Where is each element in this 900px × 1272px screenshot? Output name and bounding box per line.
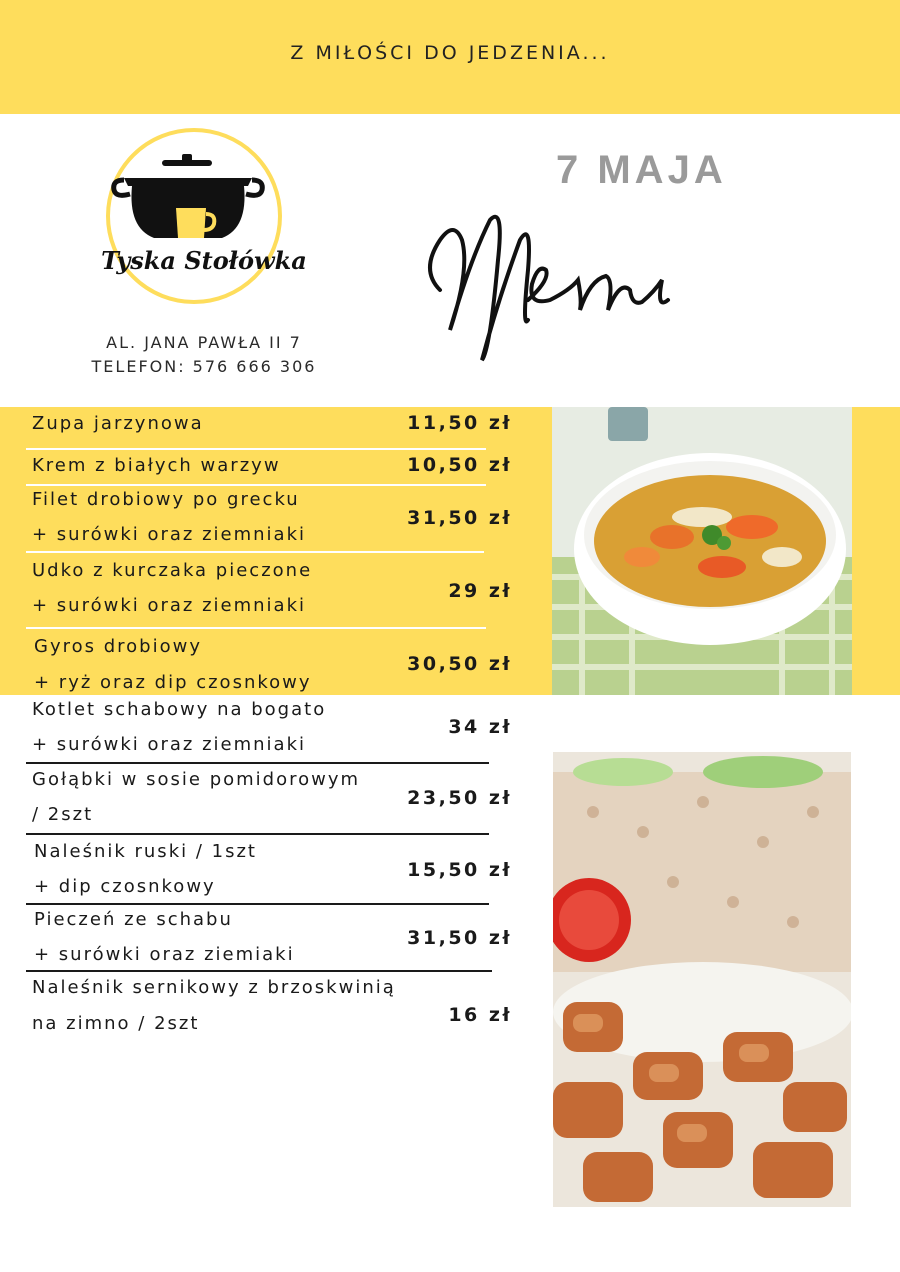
item-detail: / 2szt	[32, 804, 94, 825]
item-price: 29 zł	[448, 580, 512, 602]
item-name: Udko z kurczaka pieczone	[32, 560, 313, 581]
divider	[26, 484, 486, 486]
item-detail: + surówki oraz ziemniaki	[32, 524, 307, 545]
item-price: 10,50 zł	[407, 454, 512, 476]
logo-text: Tyska Stołówka	[101, 246, 307, 275]
item-name: Gołąbki w sosie pomidorowym	[32, 769, 361, 790]
item-price: 31,50 zł	[407, 507, 512, 529]
item-name: Filet drobiowy po grecku	[32, 489, 300, 510]
divider	[26, 551, 484, 553]
item-price: 15,50 zł	[407, 859, 512, 881]
item-name: Pieczeń ze schabu	[34, 909, 233, 930]
item-name: Kotlet schabowy na bogato	[32, 699, 327, 720]
item-detail: + surówki oraz ziemiaki	[34, 944, 295, 965]
item-price: 23,50 zł	[407, 787, 512, 809]
header-band	[0, 0, 900, 114]
address: AL. JANA PAWŁA II 7	[106, 333, 302, 352]
item-price: 30,50 zł	[407, 653, 512, 675]
phone: TELEFON: 576 666 306	[91, 357, 317, 376]
highlight-panel-right	[852, 407, 900, 695]
divider	[26, 762, 489, 764]
item-price: 31,50 zł	[407, 927, 512, 949]
menu-date: 7 MAJA	[556, 148, 727, 192]
item-name: Naleśnik ruski / 1szt	[34, 841, 257, 862]
divider	[26, 448, 486, 450]
divider	[26, 970, 492, 972]
tagline: Z MIŁOŚCI DO JEDZENIA...	[290, 42, 610, 64]
divider	[26, 833, 489, 835]
item-detail: + ryż oraz dip czosnkowy	[34, 672, 312, 693]
menu-title	[410, 200, 680, 380]
item-detail: na zimno / 2szt	[32, 1013, 200, 1034]
item-price: 34 zł	[448, 716, 512, 738]
item-detail: + surówki oraz ziemniaki	[32, 595, 307, 616]
item-name: Krem z białych warzyw	[32, 455, 281, 476]
divider	[26, 627, 486, 629]
item-name: Gyros drobiowy	[34, 636, 202, 657]
item-detail: + surówki oraz ziemniaki	[32, 734, 307, 755]
restaurant-logo	[84, 128, 324, 308]
item-detail: + dip czosnkowy	[34, 876, 216, 897]
divider	[26, 903, 489, 905]
soup-photo	[552, 407, 852, 695]
item-name: Naleśnik sernikowy z brzoskwinią	[32, 977, 396, 998]
item-price: 16 zł	[448, 1004, 512, 1026]
gyros-photo	[553, 752, 851, 1207]
item-price: 11,50 zł	[407, 412, 512, 434]
item-name: Zupa jarzynowa	[32, 413, 204, 434]
